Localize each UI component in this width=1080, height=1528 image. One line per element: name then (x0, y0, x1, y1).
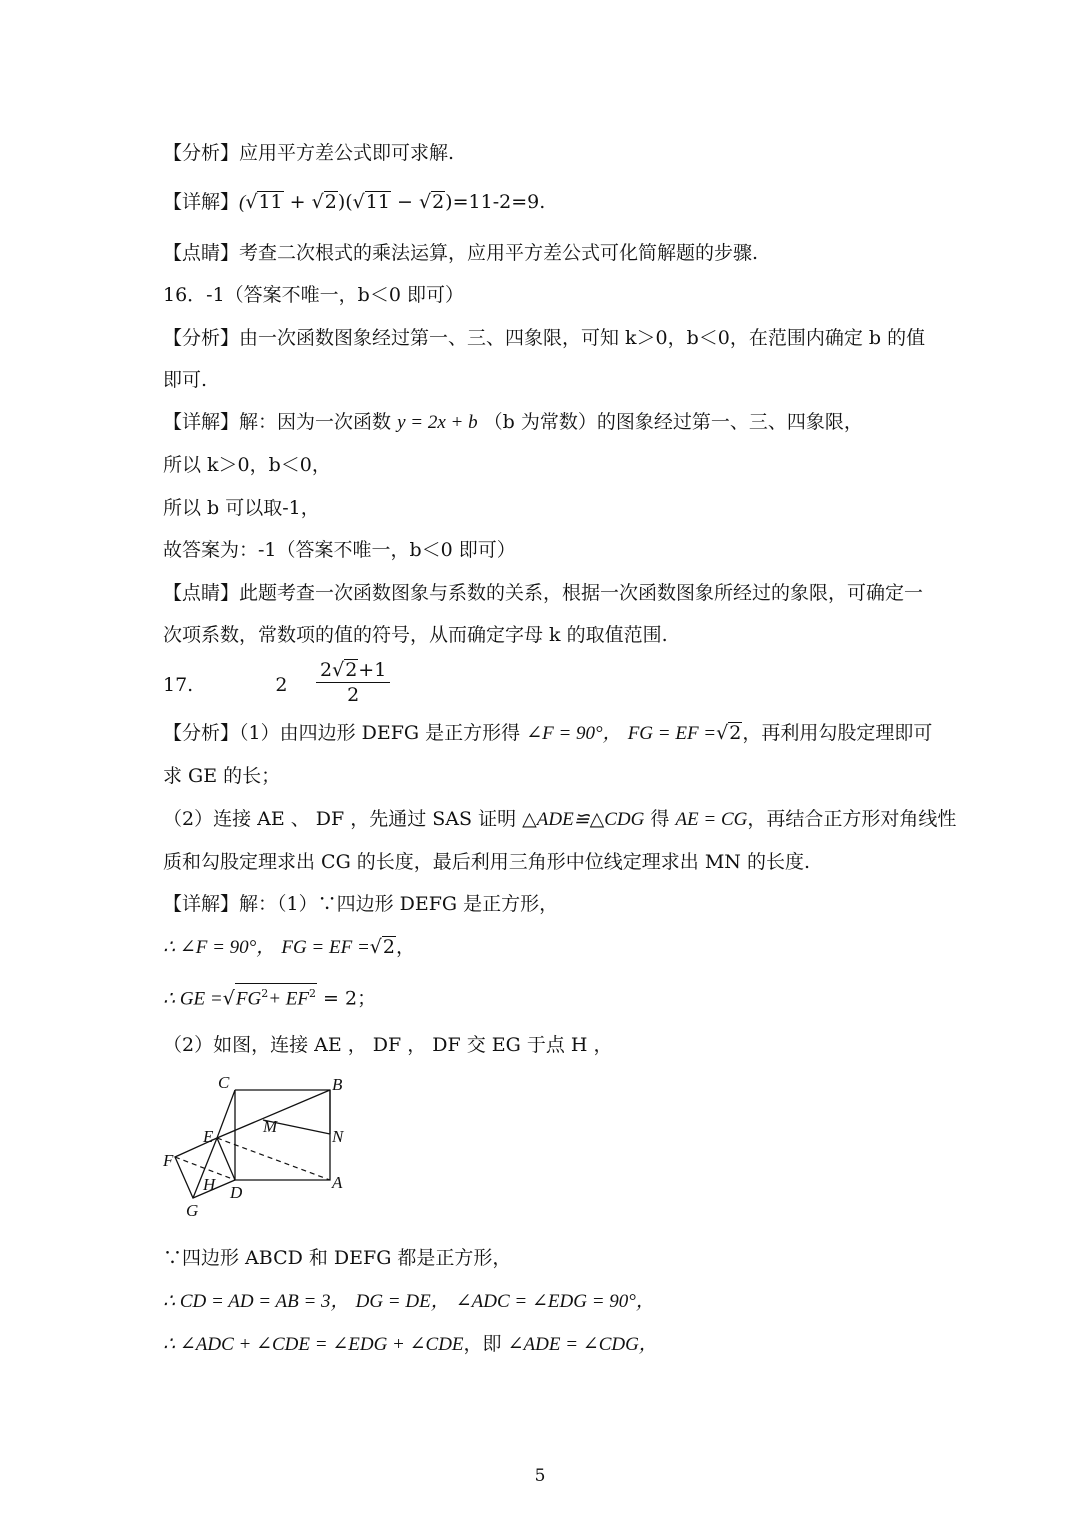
detail-17-text2: （2）如图，连接 AE ， DF ， DF 交 EG 于点 H ， (163, 1034, 613, 1056)
comment-text: 【点睛】考查二次根式的乘法运算，应用平方差公式可化简解题的步骤. (163, 242, 759, 264)
sqrt-2-c: 2 (729, 722, 742, 744)
analysis-text: 【分析】应用平方差公式即可求解. (163, 142, 455, 164)
detail-16-line2 (163, 452, 331, 478)
comment-16-text2: 次项系数，常数项的值的符号，从而确定字母 k 的取值范围. (163, 624, 668, 646)
answer-16-text: 16．-1（答案不唯一，b＜0 即可） (163, 284, 464, 306)
page-number: 5 (534, 1466, 546, 1486)
analysis-17-line1: 【分析】（1）由四边形 DEFG 是正方形得 ∠F = 90°， FG = EF =√2，再利用勾股定理即可 (163, 722, 933, 744)
dg-de: DG = DE， (355, 1291, 450, 1312)
geometry-figure (160, 1072, 360, 1222)
comment-16-line1 (163, 580, 924, 606)
detail-17-text4: ，即 (463, 1333, 502, 1355)
angle-sum: ∴ ∠ADC + ∠CDE = ∠EDG + ∠CDE (163, 1334, 464, 1355)
detail-16-text3: 所以 k＞0，b＜0， (163, 454, 331, 476)
label-g: G (186, 1201, 199, 1220)
detail-17-line5 (163, 1245, 511, 1271)
detail-16-text1: 【详解】解：因为一次函数 (163, 411, 392, 433)
label-d: D (230, 1183, 243, 1202)
label-b: B (332, 1075, 343, 1094)
sqrt-11-b: 11 (365, 191, 390, 213)
ge-result: = 2； (323, 987, 377, 1010)
detail-16-line4 (163, 537, 516, 563)
analysis-17-text2: ，再利用勾股定理即可 (742, 722, 933, 744)
analysis-16-text2: 即可. (163, 369, 208, 391)
label-n: N (332, 1127, 344, 1146)
ge-equals: ∴ GE = (163, 988, 223, 1010)
right-angles: ∠ADC = ∠EDG = 90°， (455, 1291, 655, 1312)
therefore-angle: ∴ ∠F = 90°， (163, 937, 276, 958)
answer-16 (163, 282, 464, 308)
analysis-16-line1 (163, 325, 926, 351)
label-h: H (203, 1175, 216, 1194)
detail-line-15: 【详解】(√11 + √2)(√11 − √2)=11-2=9. (163, 191, 546, 213)
sqrt-11: 11 (258, 191, 283, 213)
detail-16-line1 (163, 409, 863, 436)
analysis-17-text7: 质和勾股定理求出 CG 的长度，最后利用三角形中位线定理求出 MN 的长度. (163, 851, 810, 873)
label-c: C (218, 1073, 230, 1092)
label-m: M (263, 1117, 278, 1136)
detail-17-line7 (163, 1331, 658, 1358)
detail-16-line3 (163, 495, 320, 521)
detail-17-line4 (163, 1032, 613, 1058)
detail-16-text5: 故答案为：-1（答案不唯一，b＜0 即可） (163, 539, 516, 561)
sqrt-2-b: 2 (432, 191, 445, 213)
answer-17 (163, 672, 287, 698)
angle-f: ∠F = 90°， (526, 723, 622, 744)
cd-ad-ab: ∴ CD = AD = AB = 3， (163, 1291, 350, 1312)
analysis-17-text6: ，再结合正方形对角线性 (747, 808, 957, 830)
fg-ef-b: FG = EF = (281, 937, 370, 958)
analysis-17-line3 (163, 806, 956, 833)
label-e: E (203, 1127, 214, 1146)
detail-17-line2: ∴ ∠F = 90°， FG = EF =√2， (163, 936, 415, 958)
fg-ef: FG = EF = (627, 723, 717, 744)
sqrt-2-d: 2 (382, 936, 395, 958)
answer-17-fraction: $\frac{2√2+1}{2}$ (316, 660, 390, 709)
detail-17-line3: ∴ GE $=√FG^2+ EF^2 = 2$； (163, 983, 376, 1012)
comment-16-line2 (163, 622, 668, 648)
detail-16-text2: （b 为常数）的图象经过第一、三、四象限， (483, 411, 863, 433)
detail-17-line6 (163, 1288, 655, 1315)
congruence: △ADE≌△CDG (522, 809, 645, 830)
analysis-16-line2 (163, 367, 207, 393)
comment-16-text1: 【点睛】此题考查一次函数图象与系数的关系，根据一次函数图象所经过的象限，可确定一 (163, 582, 924, 604)
label-a: A (332, 1173, 343, 1192)
analysis-line-15 (163, 140, 454, 166)
analysis-17-text4: （2）连接 AE 、 DF ，先通过 SAS 证明 (163, 808, 517, 830)
detail-result: =11-2=9. (452, 191, 546, 213)
answer-17-number: 17. (163, 674, 194, 696)
analysis-16-text1: 【分析】由一次函数图象经过第一、三、四象限，可知 k＞0，b＜0，在范围内确定 b 的值 (163, 327, 926, 349)
detail-17-line1 (163, 891, 558, 917)
label-f: F (163, 1151, 174, 1170)
analysis-17-text3: 求 GE 的长； (163, 765, 281, 787)
ae-cg: AE = CG (675, 809, 748, 830)
analysis-17-text1: 【分析】（1）由四边形 DEFG 是正方形得 (163, 722, 521, 744)
analysis-17-line4 (163, 849, 810, 875)
detail-17-text3: ∵四边形 ABCD 和 DEFG 都是正方形， (163, 1247, 512, 1269)
comment-line-15 (163, 240, 758, 266)
sqrt-2: 2 (324, 191, 337, 213)
linear-equation: y = 2x + b (397, 412, 478, 433)
answer-17-first: 2 (275, 674, 288, 696)
detail-17-text1: 【详解】解：（1）∵四边形 DEFG 是正方形， (163, 893, 559, 915)
detail-label: 【详解】 (163, 191, 240, 213)
analysis-17-text5: 得 (650, 808, 670, 830)
detail-16-text4: 所以 b 可以取-1， (163, 497, 320, 519)
analysis-17-line2 (163, 763, 280, 789)
angle-equal: ∠ADE = ∠CDG， (507, 1334, 658, 1355)
